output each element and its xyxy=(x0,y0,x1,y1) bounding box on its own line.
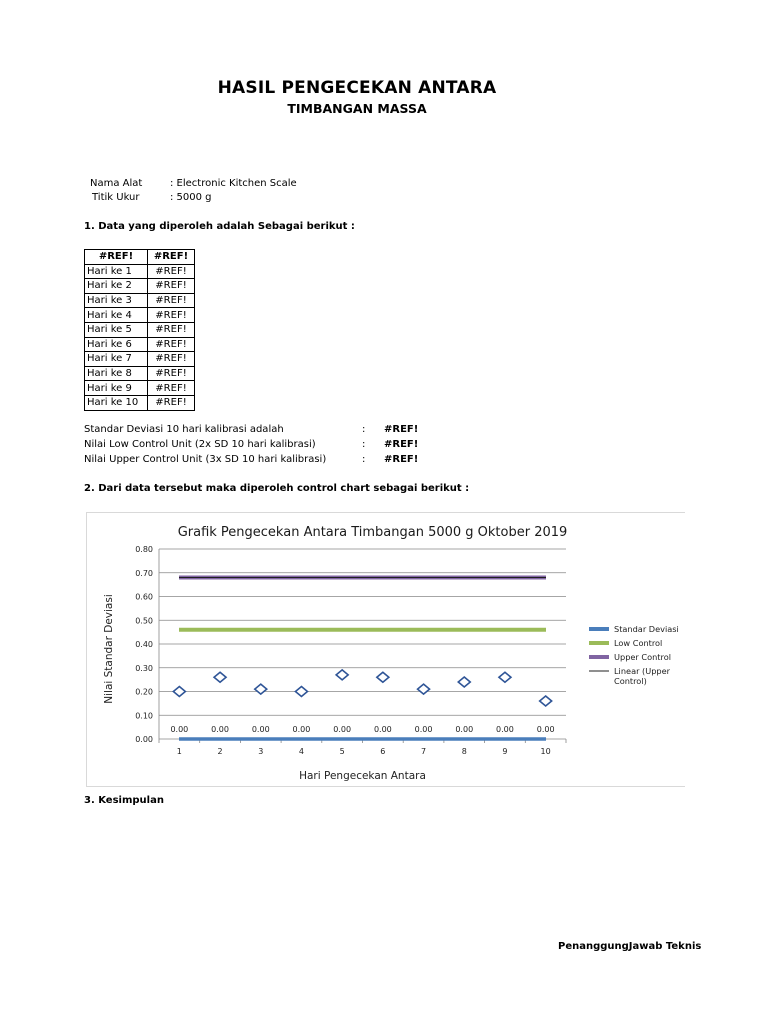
table-row xyxy=(85,337,195,352)
data-label: 0.00 xyxy=(292,725,311,734)
table-row xyxy=(85,352,195,367)
value-cell: #REF! xyxy=(148,322,195,337)
stat-separator: : xyxy=(362,454,366,465)
data-label: 0.00 xyxy=(333,725,352,734)
x-tick-label: 6 xyxy=(380,747,386,756)
table-row xyxy=(85,279,195,294)
marker-point xyxy=(255,684,267,694)
day-cell: Hari ke 1 xyxy=(85,264,148,279)
stat-label: Standar Deviasi 10 hari kalibrasi adalah xyxy=(84,424,284,435)
marker-point xyxy=(499,672,511,682)
y-tick-label: 0.00 xyxy=(135,735,153,744)
table-row xyxy=(85,264,195,279)
x-tick-label: 8 xyxy=(461,747,467,756)
table-row xyxy=(85,322,195,337)
chart-title: Grafik Pengecekan Antara Timbangan 5000 g Oktober 2019 xyxy=(177,525,568,540)
stat-value: #REF! xyxy=(384,439,419,450)
page-title: HASIL PENGECEKAN ANTARA xyxy=(217,78,497,98)
day-cell: Hari ke 4 xyxy=(85,308,148,323)
stat-value: #REF! xyxy=(384,424,419,435)
y-axis-title: Nilai Standar Deviasi xyxy=(103,594,115,704)
day-cell: Hari ke 6 xyxy=(85,337,148,352)
page-subtitle: TIMBANGAN MASSA xyxy=(287,101,427,116)
stat-value: #REF! xyxy=(384,454,419,465)
x-tick-label: 3 xyxy=(258,747,264,756)
control-chart xyxy=(87,513,685,786)
table-row xyxy=(85,381,195,396)
day-cell: Hari ke 7 xyxy=(85,352,148,367)
titik-ukur-value: : 5000 g xyxy=(170,192,212,203)
day-cell: Hari ke 5 xyxy=(85,322,148,337)
data-table xyxy=(84,249,195,411)
nama-alat-label: Nama Alat xyxy=(90,178,143,189)
data-label: 0.00 xyxy=(373,725,392,734)
value-cell: #REF! xyxy=(148,279,195,294)
value-cell: #REF! xyxy=(148,366,195,381)
value-cell: #REF! xyxy=(148,293,195,308)
chart-frame xyxy=(86,512,685,787)
value-cell: #REF! xyxy=(148,264,195,279)
x-tick-label: 1 xyxy=(176,747,182,756)
table-header-cell: #REF! xyxy=(85,250,148,265)
marker-point xyxy=(295,687,307,697)
day-cell: Hari ke 8 xyxy=(85,366,148,381)
x-tick-label: 10 xyxy=(540,747,551,756)
data-label: 0.00 xyxy=(170,725,189,734)
titik-ukur-label: Titik Ukur xyxy=(92,192,140,203)
table-row xyxy=(85,308,195,323)
marker-point xyxy=(418,684,430,694)
x-tick-label: 7 xyxy=(421,747,427,756)
legend-label: Linear (Upper Control) xyxy=(614,666,671,686)
marker-point xyxy=(540,696,552,706)
table-row xyxy=(85,366,195,381)
stat-label: Nilai Low Control Unit (2x SD 10 hari kalibrasi) xyxy=(84,439,316,450)
y-tick-label: 0.80 xyxy=(135,545,153,554)
table-header-row xyxy=(85,250,195,265)
y-tick-label: 0.50 xyxy=(135,616,153,626)
y-tick-label: 0.60 xyxy=(135,592,153,602)
nama-alat-value: : Electronic Kitchen Scale xyxy=(170,178,297,189)
data-label: 0.00 xyxy=(414,725,433,734)
marker-point xyxy=(173,687,185,697)
section-1-heading: 1. Data yang diperoleh adalah Sebagai berikut : xyxy=(84,221,355,232)
data-label: 0.00 xyxy=(211,725,229,734)
stat-separator: : xyxy=(362,439,366,450)
y-tick-label: 0.30 xyxy=(135,663,153,673)
value-cell: #REF! xyxy=(148,381,195,396)
table-row xyxy=(85,395,195,410)
data-label: 0.00 xyxy=(536,725,555,734)
data-label: 0.00 xyxy=(496,725,514,734)
data-label: 0.00 xyxy=(455,725,474,734)
y-tick-label: 0.40 xyxy=(135,640,153,649)
x-axis-title: Hari Pengecekan Antara xyxy=(299,770,426,782)
section-3-heading: 3. Kesimpulan xyxy=(84,795,164,806)
marker-point xyxy=(214,672,226,682)
y-tick-label: 0.10 xyxy=(135,711,153,721)
x-tick-label: 2 xyxy=(217,747,223,756)
section-2-heading: 2. Dari data tersebut maka diperoleh control chart sebagai berikut : xyxy=(84,483,470,494)
stat-label: Nilai Upper Control Unit (3x SD 10 hari kalibrasi) xyxy=(84,454,327,465)
day-cell: Hari ke 10 xyxy=(85,395,148,410)
value-cell: #REF! xyxy=(148,352,195,367)
x-tick-label: 5 xyxy=(339,747,345,756)
signature-label: PenanggungJawab Teknis xyxy=(558,941,702,952)
marker-point xyxy=(458,677,470,687)
value-cell: #REF! xyxy=(148,337,195,352)
data-label: 0.00 xyxy=(251,725,270,734)
x-tick-label: 9 xyxy=(502,747,508,756)
marker-point xyxy=(336,670,348,680)
value-cell: #REF! xyxy=(148,395,195,410)
day-cell: Hari ke 9 xyxy=(85,381,148,396)
x-tick-label: 4 xyxy=(298,747,304,756)
value-cell: #REF! xyxy=(148,308,195,323)
day-cell: Hari ke 2 xyxy=(85,279,148,294)
table-row xyxy=(85,293,195,308)
y-tick-label: 0.70 xyxy=(135,568,153,578)
y-tick-label: 0.20 xyxy=(135,687,153,697)
table-header-cell: #REF! xyxy=(148,250,195,265)
legend-label: Low Control xyxy=(614,638,663,648)
day-cell: Hari ke 3 xyxy=(85,293,148,308)
legend-label: Upper Control xyxy=(614,652,671,662)
stat-separator: : xyxy=(362,424,366,435)
legend-label: Standar Deviasi xyxy=(614,624,679,634)
marker-point xyxy=(377,672,389,682)
